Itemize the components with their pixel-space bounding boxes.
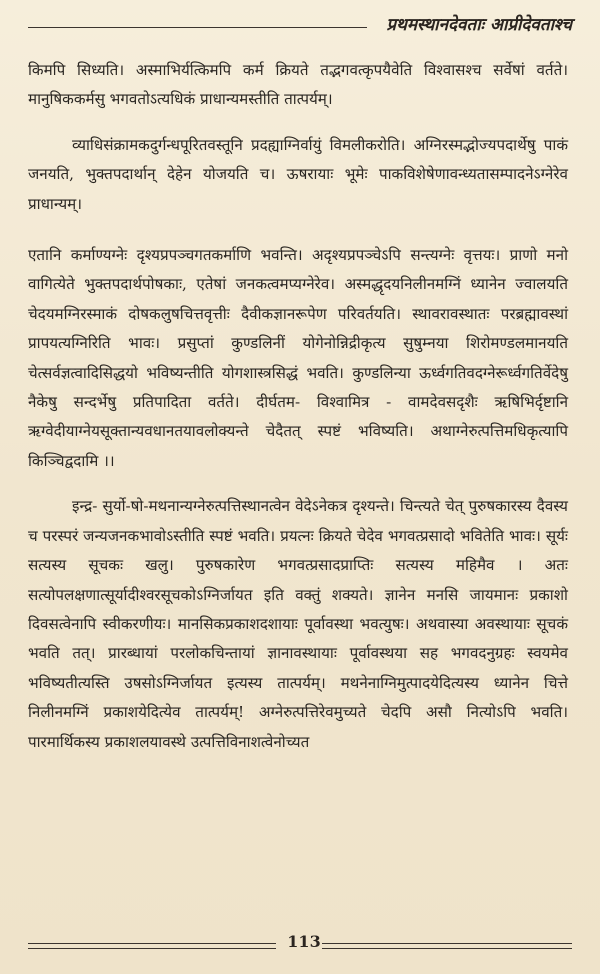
page-number: 113 <box>287 932 321 951</box>
paragraph-3: एतानि कर्माण्यग्नेः दृश्यप्रपञ्चगतकर्माणि भवन्ति। अदृश्यप्रपञ्चेऽपि सन्त्यग्नेः वृत्तयः। प्राणो मनो वागित्येते भुक्तपदार्थपोषकाः, एतेषां जनकत्वमप्यग्नेरेव। अस्मद्धृदयनिलीनमग्निं ध्यानेन ज्वालयति चेदयमग्निरस्माकं दोषकलुषचित्तवृत्तीः दैवीकज्ञानरूपेण परिवर्तयति। स्थावरावस्थातः परब्रह्मावस्थां प्रापयत्यग्निरिति भावः। प्रसुप्तां कुण्डलिनीं योगेनोन्निद्रीकृत्य सुषुम्नया शिरोमण्डलमानयति चेत्सर्वज्ञत्वादिसिद्धयो भविष्यन्तीति योगशास्त्रसिद्धं भवति। कुण्डलिन्या ऊर्ध्वगतिवदग्नेरूर्ध्वगतिर्वेदेषु नैकेषु सन्दर्भेषु प्रतिपादिता वर्तते। दीर्घतम- विश्वामित्र - वामदेवसदृशैः ऋषिभिर्दृष्टानि ऋग्वेदीयाग्नेयसूक्तान्यवधानतयावलोक्यन्ते चेदैतत् स्पष्टं भविष्यति। अथाग्नेरुत्पत्तिमधिकृत्यापि किञ्चिद्वदामि ।। <box>28 246 568 470</box>
paragraph-4: इन्द्र- सुर्यो-षो-मथनान्यग्नेरुत्पत्तिस्थानत्वेन वेदेऽनेकत्र दृश्यन्ते। चिन्त्यते चेत् पुरुषकारस्य दैवस्य च परस्परं जन्यजनकभावोऽस्तीति स्पष्टं भवति। प्रयत्नः क्रियते चेदेव भगवत्प्रसादो भवितेति भावः। सूर्यः सत्यस्य सूचकः खलु। पुरुषकारेण भगवत्प्रसादप्राप्तिः सत्यस्य महिमैव । अतः सत्योपलक्षणात्सूर्यादीश्वरसूचकोऽग्निर्जायत इति वक्तुं शक्यते। ज्ञानेन मनसि जायमानः प्रकाशो दिवसत्वेनापि स्वीकरणीयः। मानसिकप्रकाशदशायाः पूर्वावस्था भवत्युषः। अथवास्या अवस्थायाः सूचकं भवति तत्। प्रारब्धायां परलोकचिन्तायां ज्ञानावस्थायाः पूर्वावस्थया सह भगवदनुग्रहः स्वयमेव भविष्यतीत्यस्ति उषसोऽग्निर्जायत इत्यस्य तात्पर्यम्। मथनेनाग्निमुत्पादयेदित्यस्य ध्यानेन चित्ते निलीनमग्निं प्रकाशयेदित्येव तात्पर्यम्! अग्नेरुत्पत्तिरेवमुच्यते चेदपि असौ नित्योऽपि भवति। पारमार्थिकस्य प्रकाशलयावस्थे उत्पत्तिविनाशत्वेनोच्यत <box>28 497 568 751</box>
header-rule <box>28 27 367 28</box>
running-header <box>28 10 572 38</box>
footer-rule-left <box>28 943 276 949</box>
paragraph-1: किमपि सिध्यति। अस्माभिर्यत्किमपि कर्म क्रियते तद्भगवत्कृपयैवेति विश्वासश्च सर्वेषां वर्तते। मानुषिककर्मसु भगवतोऽत्यधिकं प्राधान्यमस्तीति तात्पर्यम्। <box>28 61 568 109</box>
running-header-title: प्रथमस्थानदेवताः आप्रीदेवताश्च <box>386 15 572 35</box>
paragraph-2: व्याधिसंक्रामकदुर्गन्धपूरितवस्तूनि प्रदह्याग्निर्वायुं विमलीकरोति। अग्निरस्मद्भोज्यपदार्थेषु पाकं जनयति, भुक्तपदार्थान् देहेन योजयति च। ऊषरायाः भूमेः पाकविशेषेणावन्ध्यतासम्पादनेऽग्नेरेव प्राधान्यम्। <box>28 135 568 213</box>
body-text <box>28 56 568 757</box>
footer-rule-right <box>322 943 572 949</box>
page-footer <box>28 932 572 956</box>
